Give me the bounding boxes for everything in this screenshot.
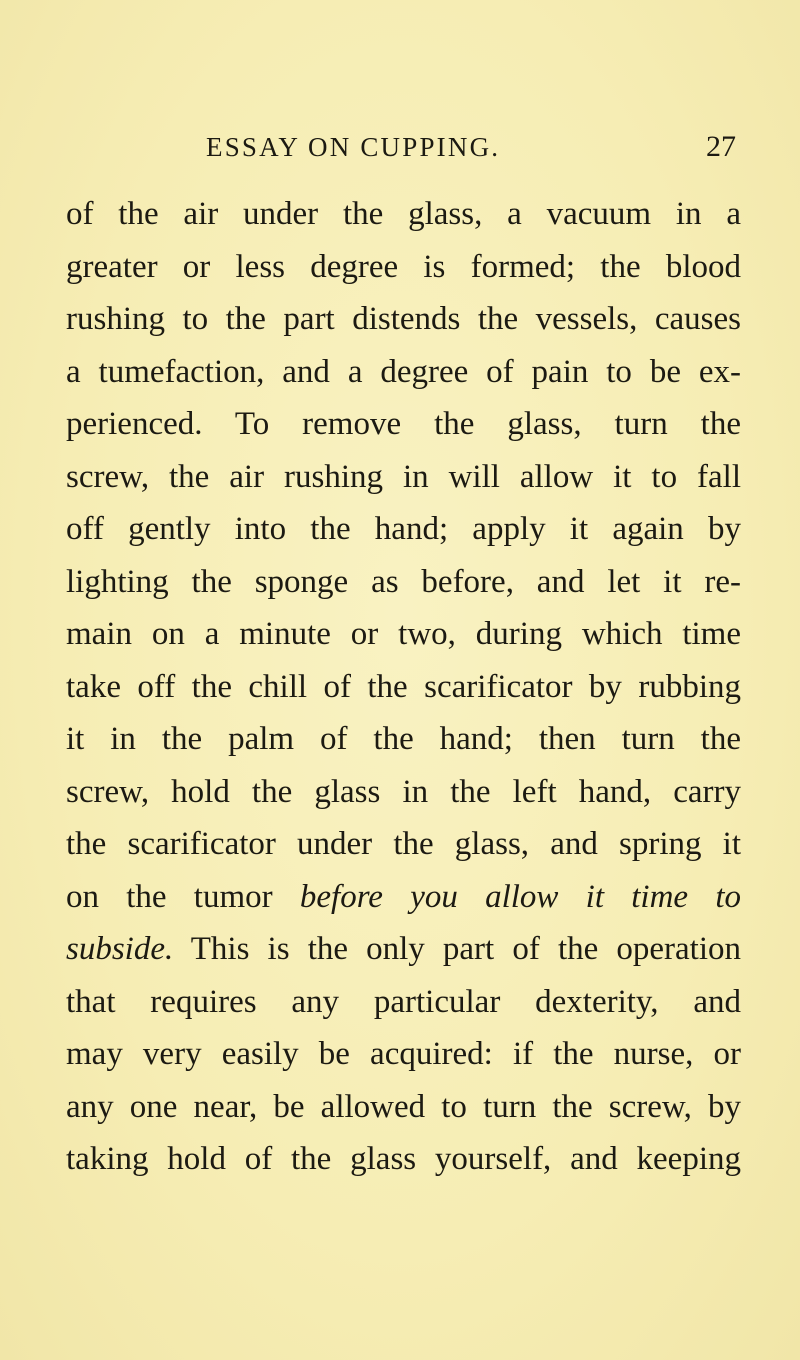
text-line: greater or less degree is formed; the blood [66,248,741,285]
text-line-italic-mix [66,923,741,976]
text-line: main on a minute or two, during which time [66,616,741,652]
text-line: perienced. To remove the glass, turn the [66,406,741,442]
text-line: it in the palm of the hand; then turn the [66,721,741,757]
page-number: 27 [706,130,736,163]
italic-segment: subside. [66,931,174,967]
text-line: take off the chill of the scarificator by rubbing [66,668,741,705]
text-line: taking hold of the glass yourself, and keeping [66,1141,741,1177]
text-line: of the air under the glass, a vacuum in a [66,196,741,232]
text-line: the scarificator under the glass, and spring it [66,826,741,862]
roman-segment: on the tumor [66,878,300,915]
text-line-italic-mix [66,871,741,924]
text-line: rushing to the part distends the vessels, causes [66,301,741,337]
text-line: off gently into the hand; apply it again by [66,511,741,547]
text-line: any one near, be allowed to turn the screw, by [66,1088,741,1125]
text-line: screw, hold the glass in the left hand, carry [66,773,741,810]
text-line: that requires any particular dexterity, and [66,983,741,1020]
roman-segment: This is the only part of the operation [173,931,741,967]
italic-segment: before you allow it time to [299,878,741,915]
body-text [66,188,741,1186]
text-line: a tumefaction, and a degree of pain to be ex- [66,353,741,390]
running-head: ESSAY ON CUPPING. [206,132,501,162]
text-line: may very easily be acquired: if the nurse, or [66,1036,741,1072]
text-line: screw, the air rushing in will allow it to fall [66,458,741,495]
page-header [206,132,736,172]
text-line: lighting the sponge as before, and let it re- [66,563,741,600]
